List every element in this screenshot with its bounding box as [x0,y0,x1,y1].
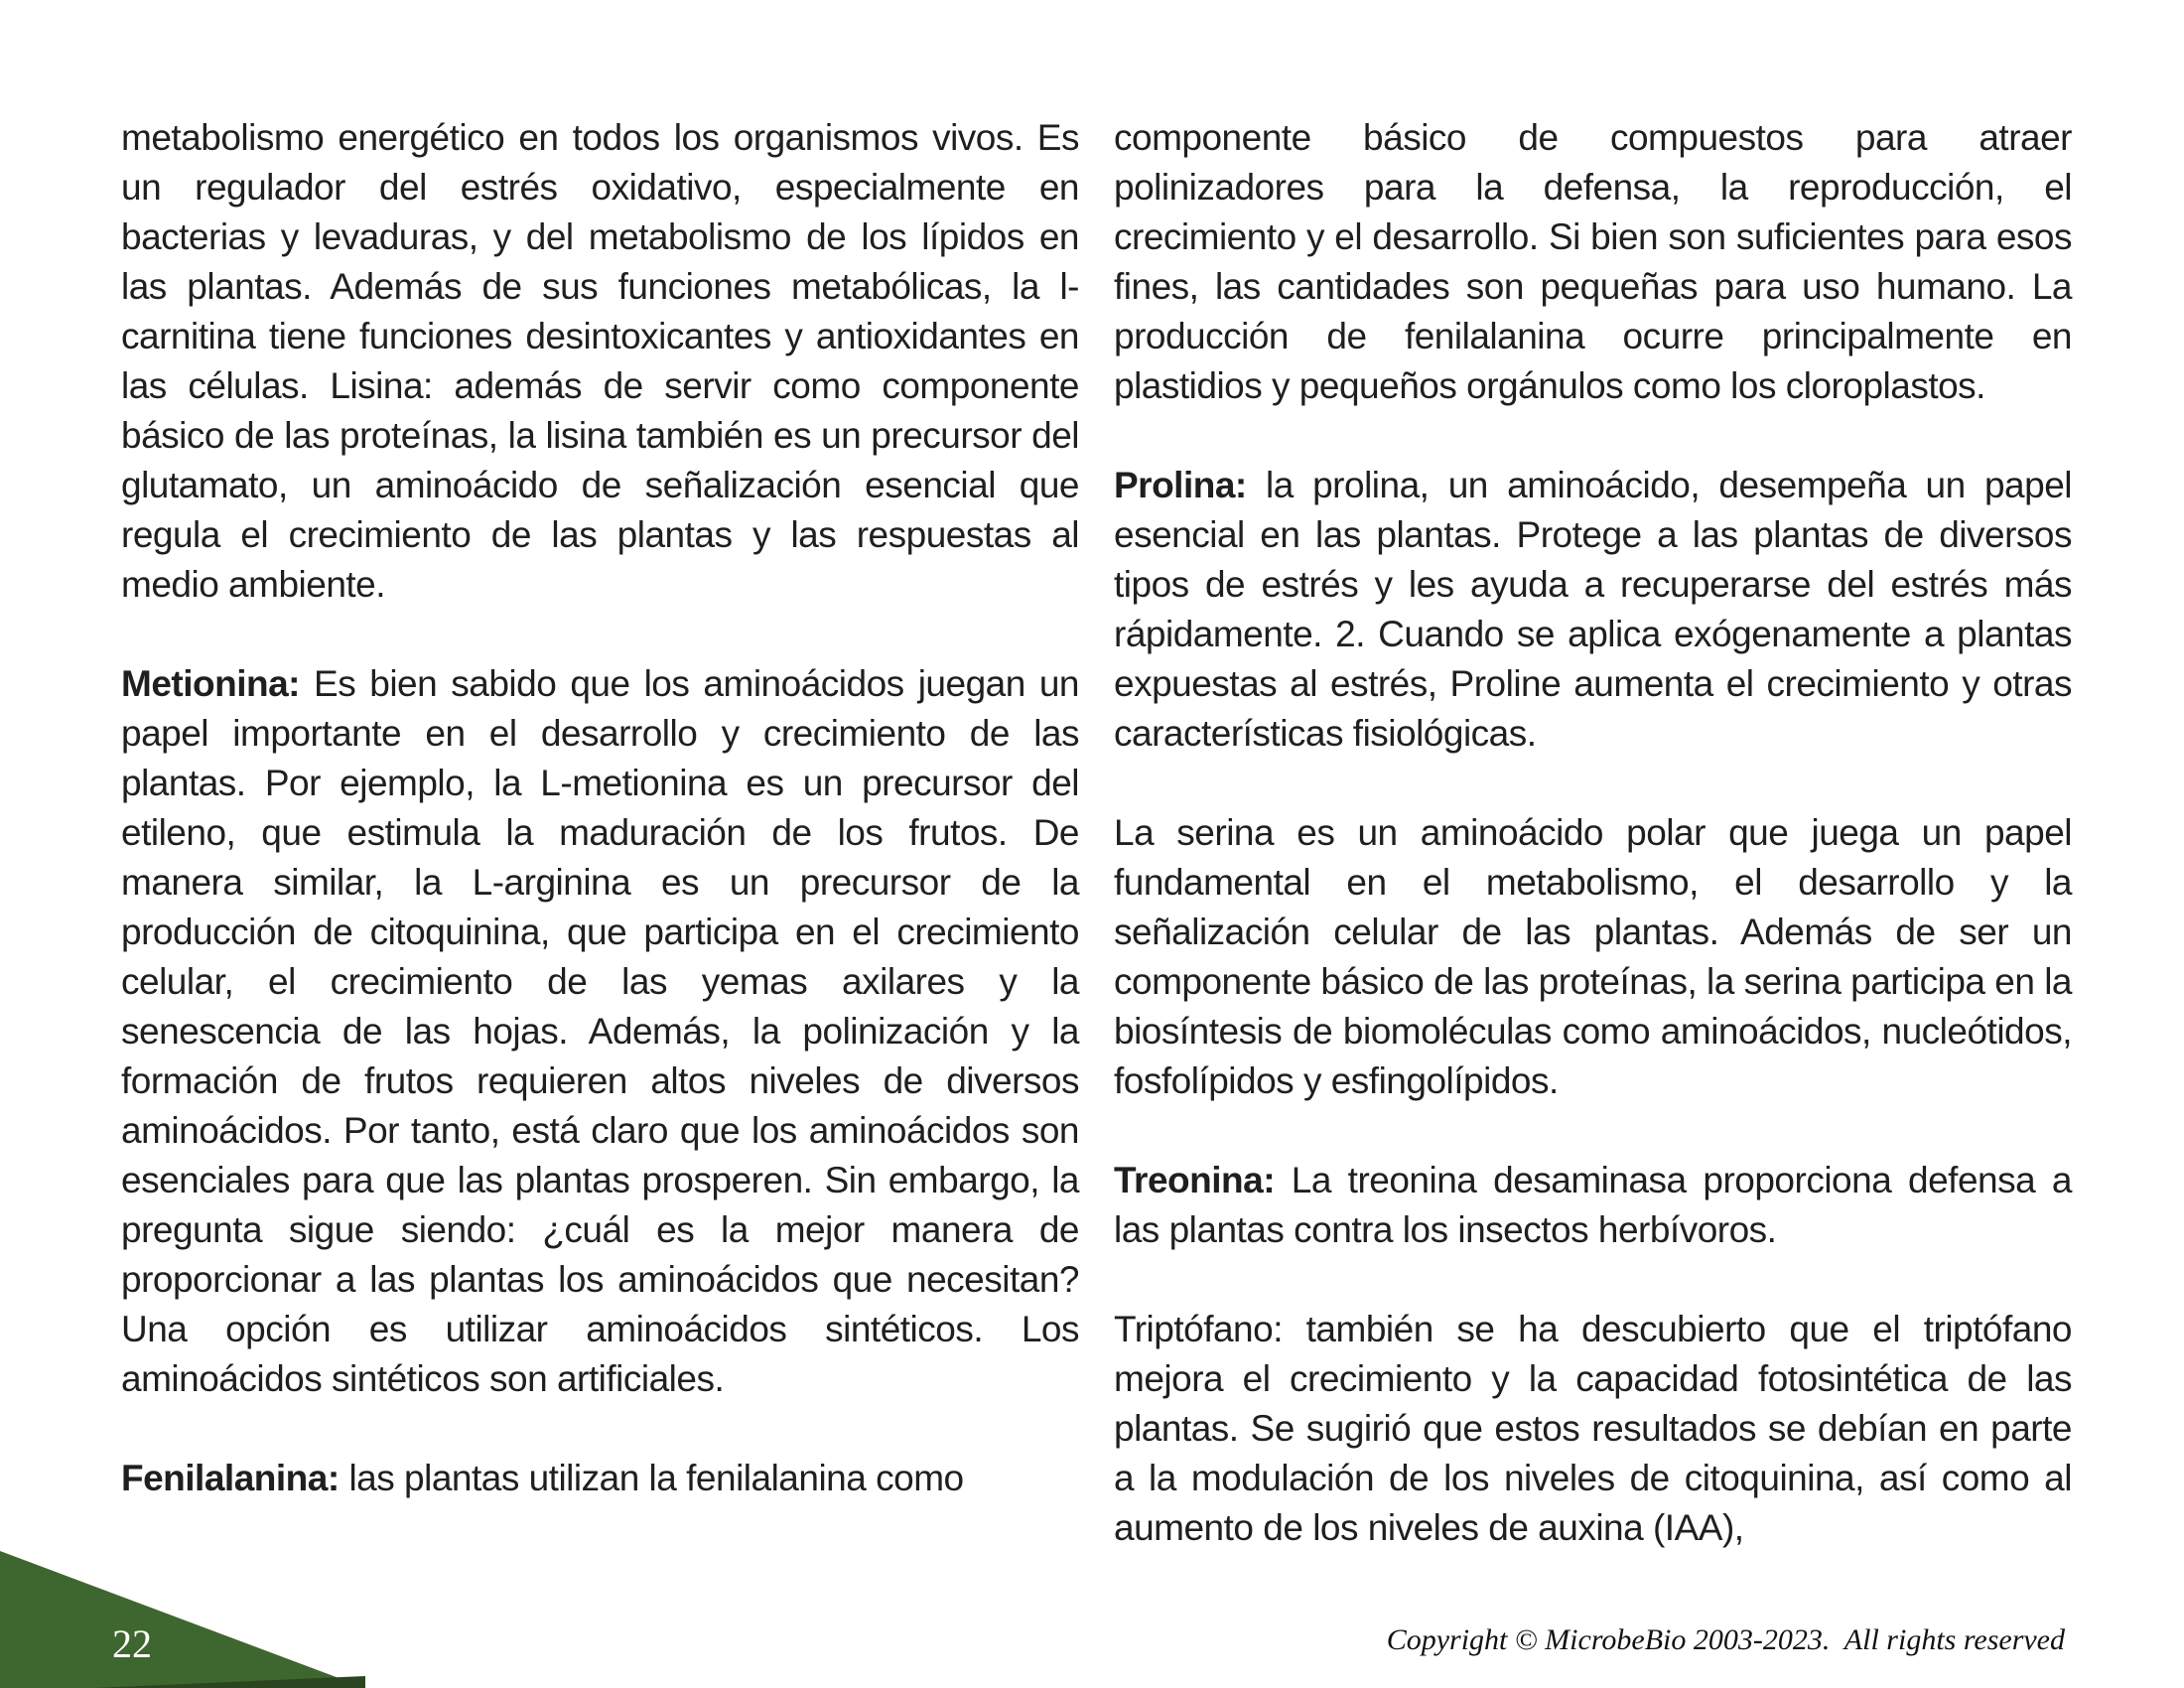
paragraph-text: Es bien sabido que los aminoácidos juegan un papel importante en el desarrollo y crecimiento de las plantas. Por ejemplo, la L-metionina es un precursor del etileno, que estimula la maduración de los frutos. De manera similar, la L-arginina es un precursor de la producción de citoquinina, que participa en el crecimiento celular, el crecimiento de las yemas axilares y la senescencia de las hojas. Además, la polinización y la formación de frutos requieren altos niveles de diversos aminoácidos. Por tanto, está claro que los aminoácidos son esenciales para que las plantas prosperen. Sin embargo, la pregunta sigue siendo: ¿cuál es la mejor manera de proporcionar a las plantas los aminoácidos que necesitan? Una opción es utilizar aminoácidos sintéticos. Los aminoácidos sintéticos son artificiales. [121,663,1079,1399]
text-column-right [1114,113,2072,1553]
paragraph-text: componente básico de compuestos para atraer polinizadores para la defensa, la reproducción, el crecimiento y el desarrollo. Si bien son suficientes para esos fines, las cantidades son pequeñas para uso humano. La producción de fenilalanina ocurre principalmente en plastidios y pequeños orgánulos como los cloroplastos. [1114,117,2072,406]
paragraph [1114,461,2072,759]
paragraph [121,113,1079,610]
paragraph [1114,808,2072,1106]
paragraph-lead: Metionina: [121,663,300,704]
paragraph-lead: Fenilalanina: [121,1458,340,1498]
paragraph-text: La serina es un aminoácido polar que juega un papel fundamental en el metabolismo, el desarrollo y la señalización celular de las plantas. Además de ser un componente básico de las proteínas, la serina participa en la biosíntesis de biomoléculas como aminoácidos, nucleótidos, fosfolípidos y esfingolípidos. [1114,812,2072,1101]
paragraph [1114,1305,2072,1553]
paragraph [1114,1156,2072,1255]
paragraph-text: La treonina desaminasa proporciona defensa a las plantas contra los insectos herbívoros. [1114,1160,2072,1250]
paragraph [121,659,1079,1404]
paragraph [1114,113,2072,411]
paragraph-text: Triptófano: también se ha descubierto que el triptófano mejora el crecimiento y la capacidad fotosintética de las plantas. Se sugirió que estos resultados se debían en parte a la modulación de los niveles de citoquinina, así como al aumento de los niveles de auxina (IAA), [1114,1309,2072,1548]
text-column-left [121,113,1079,1503]
paragraph-text: metabolismo energético en todos los organismos vivos. Es un regulador del estrés oxidativo, especialmente en bacterias y levaduras, y del metabolismo de los lípidos en las plantas. Además de sus funciones metabólicas, la l-carnitina tiene funciones desintoxicantes y antioxidantes en las células. Lisina: además de servir como componente básico de las proteínas, la lisina también es un precursor del glutamato, un aminoácido de señalización esencial que regula el crecimiento de las plantas y las respuestas al medio ambiente. [121,117,1079,605]
paragraph-text: las plantas utilizan la fenilalanina como [348,1458,964,1498]
page-number: 22 [112,1621,152,1666]
paragraph-lead: Prolina: [1114,465,1247,505]
paragraph-text: la prolina, un aminoácido, desempeña un papel esencial en las plantas. Protege a las plantas de diversos tipos de estrés y les ayuda a recuperarse del estrés más rápidamente. 2. Cuando se aplica exógenamente a plantas expuestas al estrés, Proline aumenta el crecimiento y otras características fisiológicas. [1114,465,2073,754]
corner-triangle [0,1551,365,1688]
paragraph-lead: Treonina: [1114,1160,1276,1200]
paragraph [121,1454,1079,1503]
copyright-text: Copyright © MicrobeBio 2003-2023. All rights reserved [1386,1623,2065,1656]
